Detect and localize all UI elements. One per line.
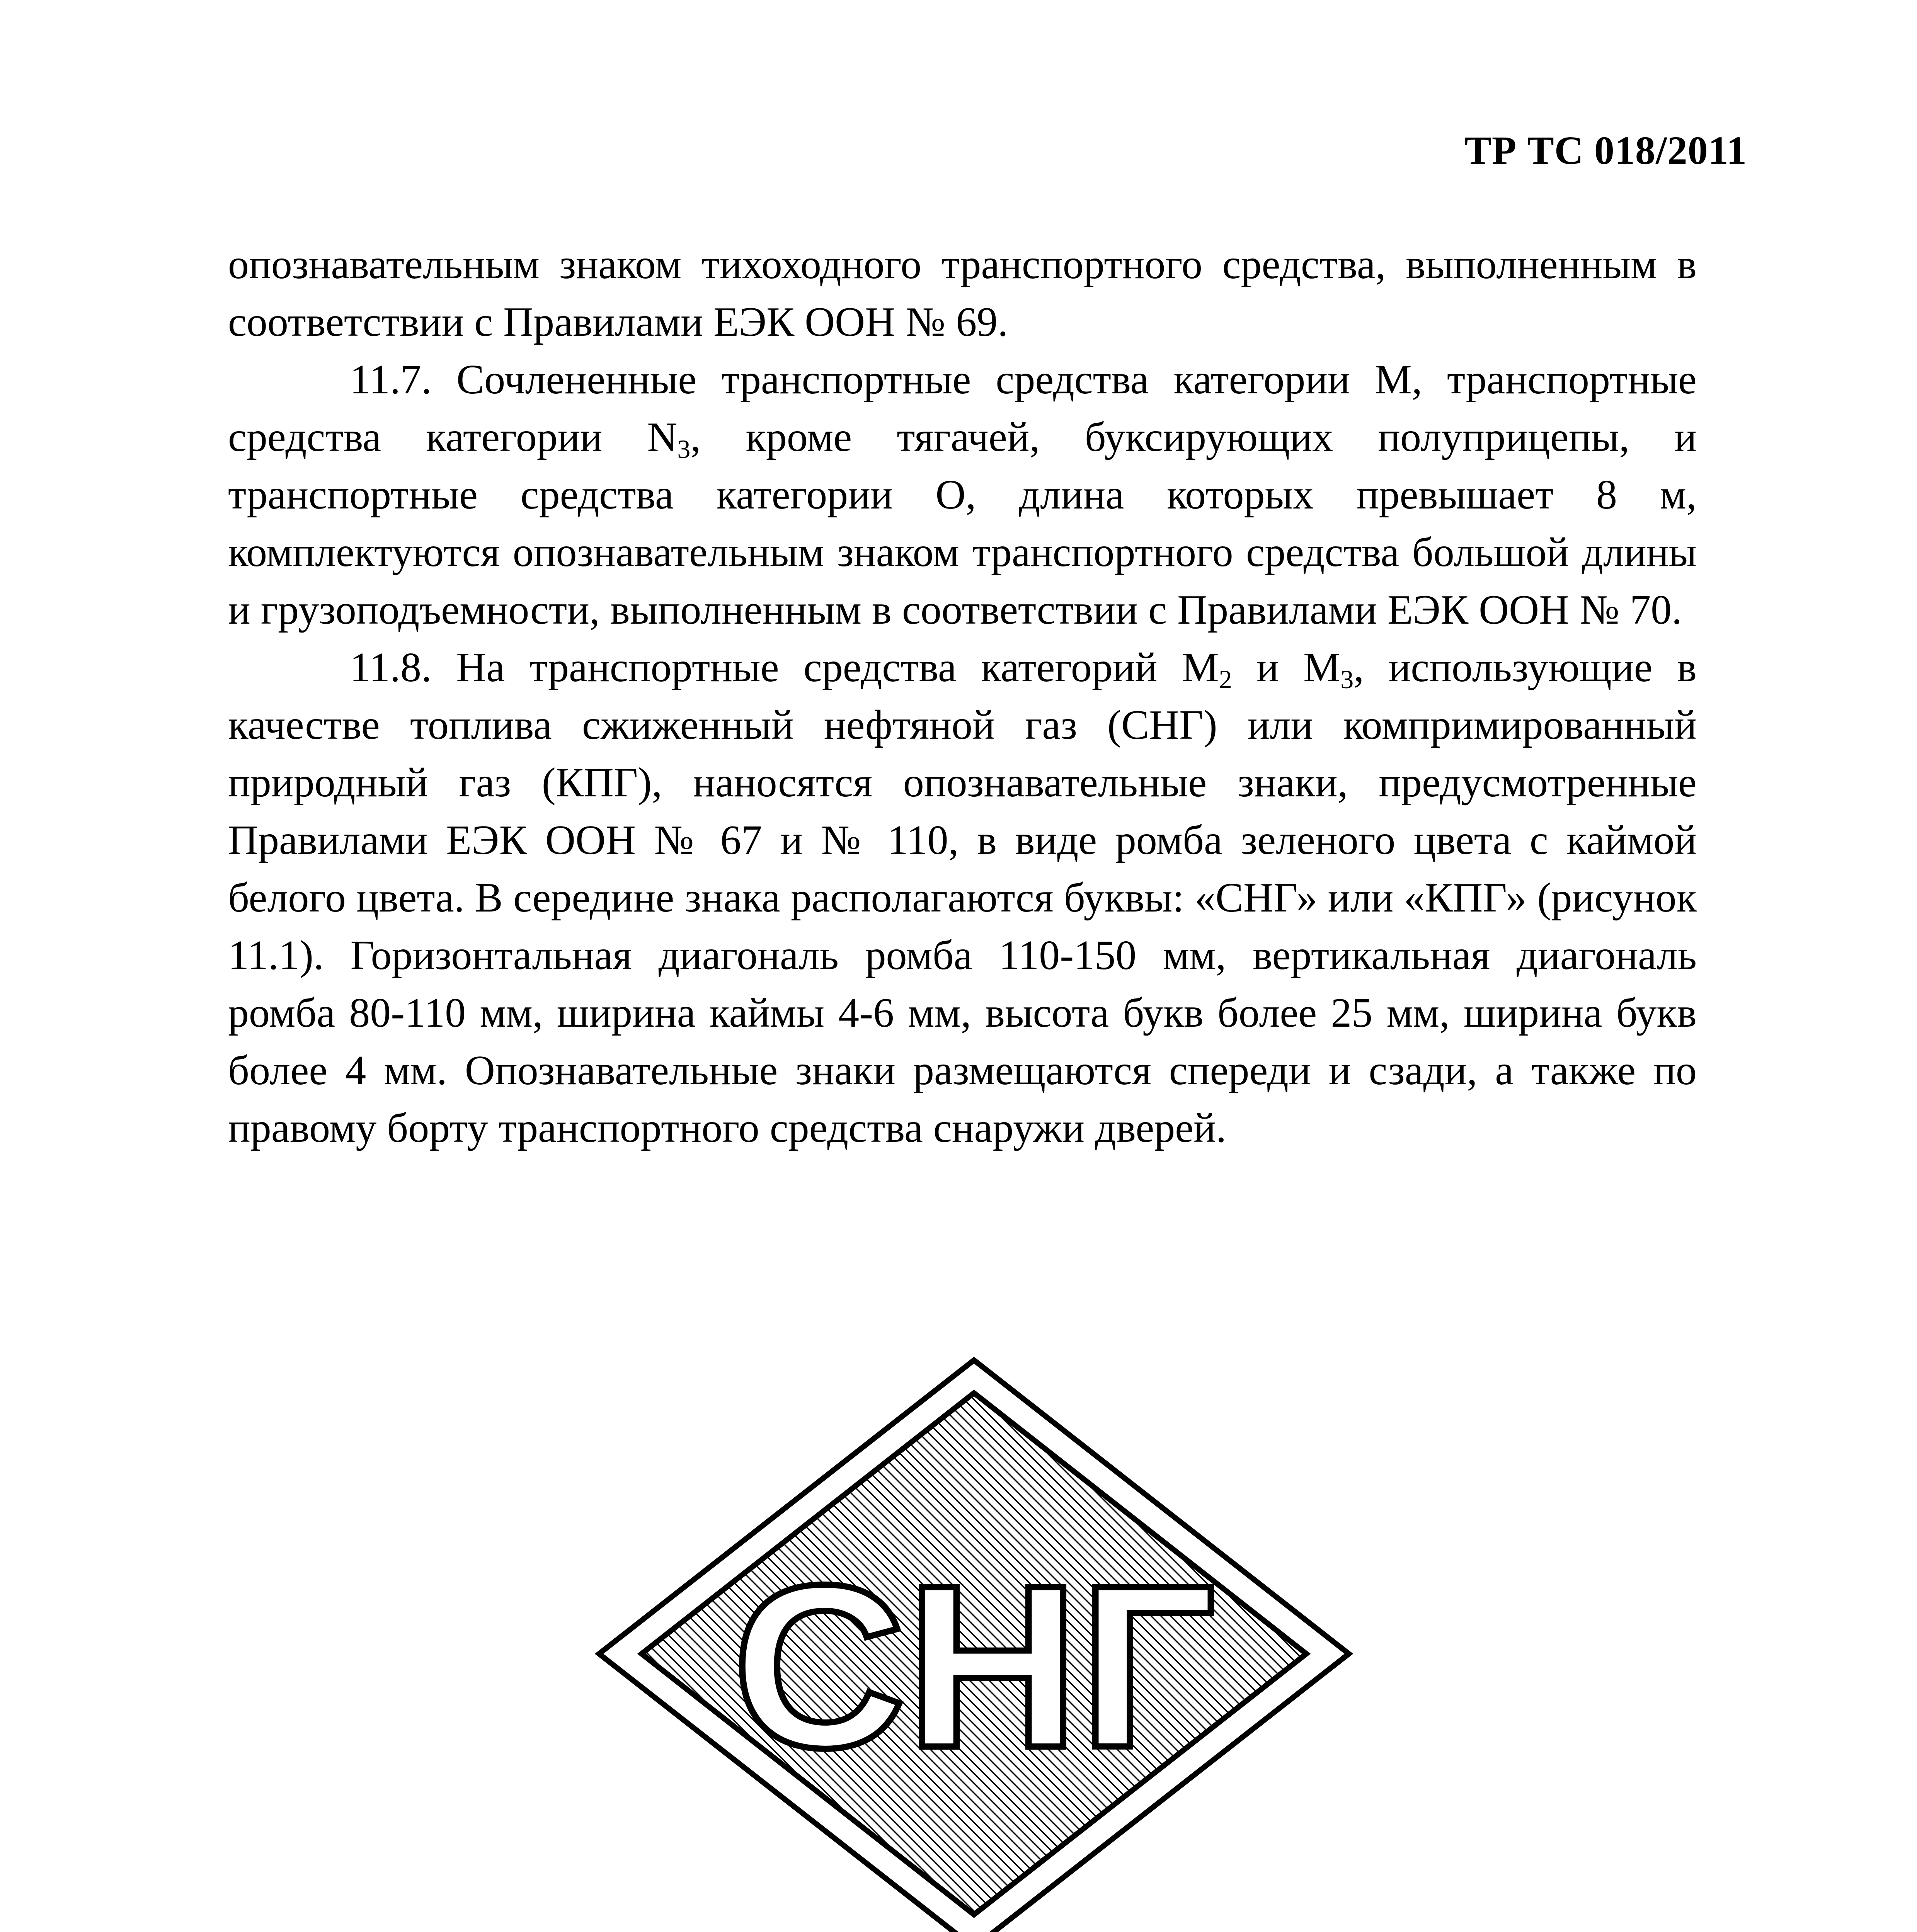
paragraph-11-7 xyxy=(228,351,1697,639)
paragraph-11-8 xyxy=(228,639,1697,1157)
paragraph-continuation: опознавательным знаком тихоходного транспортного средства, выполненным в соответствии с Правилами ЕЭК ООН № 69. xyxy=(228,242,1697,345)
document-code: ТР ТС 018/2011 xyxy=(1464,128,1747,173)
subscript: 3 xyxy=(677,434,691,464)
subscript: 3 xyxy=(1340,665,1354,694)
lpg-sign-figure xyxy=(591,1352,1357,1932)
paragraph-11-7-text-cont: , кроме тягачей, буксирующих полуприцепы, и транспортные средства категории O, длина которых превышает 8 м, комплектуются опознавательным знаком транспортного средства большой длины и грузоподъемности, выполненным в соответствии с Правилами ЕЭК ООН № 70. xyxy=(228,414,1697,633)
paragraph-11-8-text: 11.8. На транспортные средства категорий M xyxy=(350,645,1219,690)
paragraph-11-8-text-mid: и M xyxy=(1232,645,1341,690)
paragraph-11-8-text-cont: , использующие в качестве топлива сжиженный нефтяной газ (СНГ) или компримированный природный газ (КПГ), наносятся опознавательные знаки, предусмотренные Правилами ЕЭК ООН № 67 и № 110, в виде ромба зеленого цвета с каймой белого цвета. В середине знака располагаются буквы: «СНГ» или «КПГ» (рисунок 11.1). Горизонтальная диагональ ромба 110-150 мм, вертикальная диагональ ромба 80-110 мм, ширина каймы 4-6 мм, высота букв более 25 мм, ширина букв более 4 мм. Опознавательные знаки размещаются спереди и сзади, а также по правому борту транспортного средства снаружи дверей. xyxy=(228,645,1697,1151)
subscript: 2 xyxy=(1219,665,1232,694)
body-text xyxy=(228,236,1697,1157)
paragraph-11-7-text: 11.7. Сочлененные транспортные средства категории M, транспортные средства категории N xyxy=(228,357,1697,460)
sign-letters: СНГ xyxy=(732,1537,1216,1796)
lpg-sign-diamond xyxy=(591,1352,1357,1932)
